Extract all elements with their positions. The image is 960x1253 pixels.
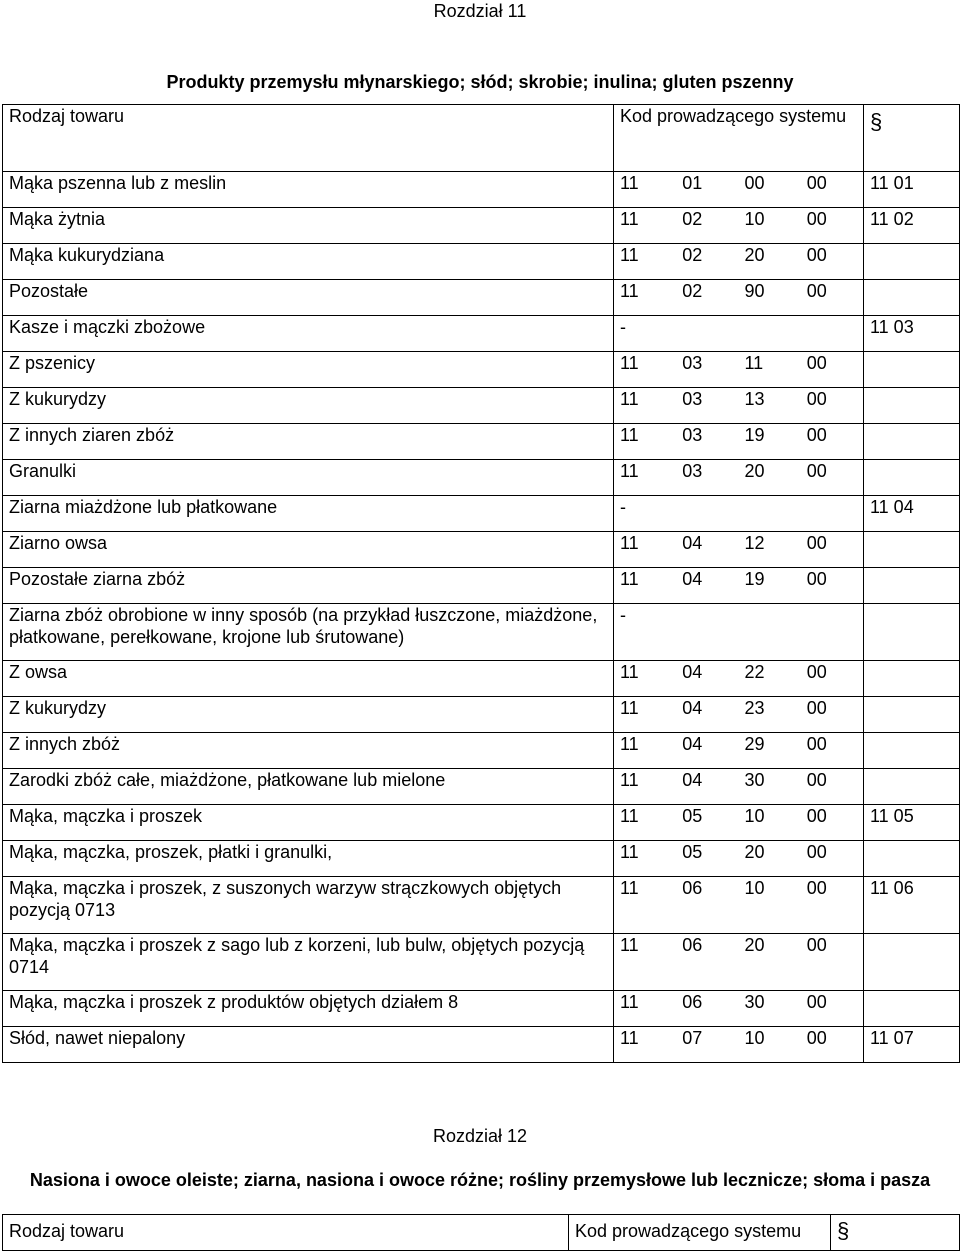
code-part: 11 xyxy=(620,734,639,754)
code-part: 00 xyxy=(806,734,827,754)
chapter-12-title: Nasiona i owoce oleiste; ziarna, nasiona i owoce różne; rośliny przemysłowe lub lecznicze; słoma i pasza xyxy=(29,1170,931,1190)
table-row xyxy=(3,496,960,532)
code-part: 00 xyxy=(806,209,827,229)
code-part xyxy=(739,604,801,626)
system-code-cell xyxy=(614,172,864,208)
system-code-cell xyxy=(614,769,864,805)
code-part xyxy=(801,316,863,338)
table-row xyxy=(3,877,960,934)
goods-type-cell: Z owsa xyxy=(3,661,614,697)
code-part: 04 xyxy=(682,770,703,790)
code-part: 30 xyxy=(744,770,765,790)
goods-type-cell: Ziarna miażdżone lub płatkowane xyxy=(3,496,614,532)
system-code-cell xyxy=(614,532,864,568)
heading-code-cell xyxy=(864,769,960,805)
heading-code-cell xyxy=(864,733,960,769)
code-part: 11 xyxy=(620,878,639,898)
table-row xyxy=(3,208,960,244)
code-part: 11 xyxy=(620,842,639,862)
code-part: 11 xyxy=(620,461,639,481)
code-part: 11 xyxy=(620,209,639,229)
code-part: 00 xyxy=(806,425,827,445)
heading-code-cell: 11 06 xyxy=(864,877,960,934)
header-section-cell xyxy=(831,1215,960,1251)
chapter-11-label: Rozdział 11 xyxy=(433,1,527,21)
system-code-cell xyxy=(614,877,864,934)
code-part: 02 xyxy=(682,281,703,301)
chapter-11-table xyxy=(2,104,960,1063)
table-row xyxy=(3,733,960,769)
system-code-cell xyxy=(614,280,864,316)
code-part: 11 xyxy=(620,770,639,790)
code-part: - xyxy=(620,497,626,517)
goods-type-cell: Z kukurydzy xyxy=(3,697,614,733)
heading-code-cell xyxy=(864,697,960,733)
table-row xyxy=(3,769,960,805)
code-part: 10 xyxy=(744,806,765,826)
code-part: 01 xyxy=(682,173,703,193)
table-row xyxy=(3,568,960,604)
code-part: 20 xyxy=(744,461,765,481)
code-part: 20 xyxy=(744,245,765,265)
code-part: 00 xyxy=(806,935,827,955)
goods-type-cell: Mąka, mączka i proszek z produktów objętych działem 8 xyxy=(3,991,614,1027)
code-part: 11 xyxy=(620,173,639,193)
table-row xyxy=(3,532,960,568)
goods-type-cell: Ziarno owsa xyxy=(3,532,614,568)
heading-code-cell xyxy=(864,841,960,877)
code-part xyxy=(801,496,863,518)
heading-code-cell xyxy=(864,244,960,280)
code-part: 07 xyxy=(682,1028,703,1048)
code-part xyxy=(676,496,738,518)
code-part: 04 xyxy=(682,698,703,718)
heading-code-cell xyxy=(864,388,960,424)
table-row xyxy=(3,661,960,697)
code-part: 19 xyxy=(744,569,765,589)
code-part: 00 xyxy=(806,878,827,898)
heading-code-cell xyxy=(864,280,960,316)
code-part: 00 xyxy=(806,353,827,373)
section-sign-icon: § xyxy=(837,1218,850,1243)
code-part xyxy=(676,316,738,338)
table-row xyxy=(3,1027,960,1063)
heading-code-cell xyxy=(864,568,960,604)
heading-code-cell xyxy=(864,661,960,697)
table-row xyxy=(3,934,960,991)
code-part: 11 xyxy=(620,533,639,553)
code-part: 02 xyxy=(682,245,703,265)
code-part: 12 xyxy=(744,533,765,553)
system-code-cell xyxy=(614,568,864,604)
code-part: 00 xyxy=(806,569,827,589)
goods-type-cell: Ziarna zbóż obrobione w inny sposób (na przykład łuszczone, miażdżone, płatkowane, perełkowane, krojone lub śrutowane) xyxy=(3,604,614,661)
code-part: 23 xyxy=(744,698,765,718)
code-part: 29 xyxy=(744,734,765,754)
code-part: 00 xyxy=(806,245,827,265)
chapter-11-title: Produkty przemysłu młynarskiego; słód; skrobie; inulina; gluten pszenny xyxy=(166,72,794,92)
goods-type-cell: Mąka kukurydziana xyxy=(3,244,614,280)
goods-type-cell: Z pszenicy xyxy=(3,352,614,388)
chapter-12-table xyxy=(2,1214,960,1251)
code-part xyxy=(739,316,801,338)
goods-type-cell: Pozostałe xyxy=(3,280,614,316)
heading-code-cell xyxy=(864,424,960,460)
code-part: 00 xyxy=(806,1028,827,1048)
table-row xyxy=(3,604,960,661)
table-row xyxy=(3,991,960,1027)
code-part: 11 xyxy=(620,569,639,589)
heading-code-cell: 11 03 xyxy=(864,316,960,352)
heading-code-cell xyxy=(864,532,960,568)
system-code-cell xyxy=(614,661,864,697)
code-part: - xyxy=(620,317,626,337)
system-code-cell xyxy=(614,208,864,244)
table-row xyxy=(3,352,960,388)
code-part: 02 xyxy=(682,209,703,229)
code-part: 30 xyxy=(744,992,765,1012)
heading-code-cell: 11 05 xyxy=(864,805,960,841)
code-part: 05 xyxy=(682,842,703,862)
heading-code-cell: 11 07 xyxy=(864,1027,960,1063)
code-part: 00 xyxy=(806,533,827,553)
table-row xyxy=(3,424,960,460)
table-row xyxy=(3,244,960,280)
code-part: 06 xyxy=(682,935,703,955)
code-part: 11 xyxy=(620,992,639,1012)
code-part: 00 xyxy=(806,770,827,790)
code-part: 10 xyxy=(744,878,765,898)
code-part: 00 xyxy=(806,389,827,409)
heading-code-cell xyxy=(864,604,960,661)
code-part: 00 xyxy=(806,281,827,301)
goods-type-cell: Mąka, mączka i proszek, z suszonych warzyw strączkowych objętych pozycją 0713 xyxy=(3,877,614,934)
header-system-code: Kod prowadzącego systemu xyxy=(569,1215,831,1251)
code-part: 11 xyxy=(620,698,639,718)
header-goods-type: Rodzaj towaru xyxy=(3,105,614,172)
code-part: 00 xyxy=(806,806,827,826)
table-row xyxy=(3,697,960,733)
code-part: 00 xyxy=(806,992,827,1012)
table-row xyxy=(3,460,960,496)
code-part: 20 xyxy=(744,842,765,862)
goods-type-cell: Mąka pszenna lub z meslin xyxy=(3,172,614,208)
code-part xyxy=(676,604,738,626)
code-part: 04 xyxy=(682,662,703,682)
system-code-cell xyxy=(614,934,864,991)
table-row xyxy=(3,280,960,316)
code-part: 11 xyxy=(620,353,639,373)
goods-type-cell: Granulki xyxy=(3,460,614,496)
code-part: 06 xyxy=(682,878,703,898)
system-code-cell xyxy=(614,733,864,769)
system-code-cell xyxy=(614,244,864,280)
goods-type-cell: Z innych ziaren zbóż xyxy=(3,424,614,460)
chapter-12-label: Rozdział 12 xyxy=(432,1126,528,1146)
table-row xyxy=(3,841,960,877)
system-code-cell xyxy=(614,388,864,424)
code-part: 04 xyxy=(682,533,703,553)
heading-code-cell: 11 04 xyxy=(864,496,960,532)
header-goods-type: Rodzaj towaru xyxy=(3,1215,569,1251)
system-code-cell xyxy=(614,424,864,460)
system-code-cell xyxy=(614,841,864,877)
code-part: 11 xyxy=(620,245,639,265)
system-code-cell xyxy=(614,697,864,733)
header-system-code: Kod prowadzącego systemu xyxy=(614,105,864,172)
code-part: 05 xyxy=(682,806,703,826)
code-part: 11 xyxy=(620,1028,639,1048)
system-code-cell xyxy=(614,460,864,496)
code-part: 11 xyxy=(620,806,639,826)
code-part: 00 xyxy=(806,662,827,682)
code-part: 00 xyxy=(806,173,827,193)
system-code-cell xyxy=(614,496,864,532)
code-part: 13 xyxy=(744,389,765,409)
code-part: 11 xyxy=(620,662,639,682)
table-header-row xyxy=(3,105,960,172)
code-part: 90 xyxy=(744,281,765,301)
code-part: 11 xyxy=(744,353,764,373)
code-part: 19 xyxy=(744,425,765,445)
code-part: 11 xyxy=(620,281,639,301)
goods-type-cell: Słód, nawet niepalony xyxy=(3,1027,614,1063)
section-sign-icon: § xyxy=(870,109,883,134)
goods-type-cell: Z innych zbóż xyxy=(3,733,614,769)
code-part: 11 xyxy=(620,935,639,955)
table-row xyxy=(3,316,960,352)
heading-code-cell xyxy=(864,934,960,991)
goods-type-cell: Kasze i mączki zbożowe xyxy=(3,316,614,352)
goods-type-cell: Mąka, mączka i proszek xyxy=(3,805,614,841)
code-part: 22 xyxy=(744,662,765,682)
goods-type-cell: Mąka, mączka, proszek, płatki i granulki, xyxy=(3,841,614,877)
heading-code-cell: 11 02 xyxy=(864,208,960,244)
code-part: 04 xyxy=(682,734,703,754)
code-part: 00 xyxy=(806,842,827,862)
table-row xyxy=(3,388,960,424)
code-part: 00 xyxy=(806,698,827,718)
code-part: 00 xyxy=(806,461,827,481)
system-code-cell xyxy=(614,352,864,388)
heading-code-cell xyxy=(864,460,960,496)
goods-type-cell: Mąka żytnia xyxy=(3,208,614,244)
code-part: 20 xyxy=(744,935,765,955)
code-part: 11 xyxy=(620,425,639,445)
goods-type-cell: Mąka, mączka i proszek z sago lub z korzeni, lub bulw, objętych pozycją 0714 xyxy=(3,934,614,991)
code-part: - xyxy=(620,605,626,625)
goods-type-cell: Z kukurydzy xyxy=(3,388,614,424)
code-part: 10 xyxy=(744,1028,765,1048)
code-part: 06 xyxy=(682,992,703,1012)
system-code-cell xyxy=(614,805,864,841)
code-part: 00 xyxy=(744,173,765,193)
code-part: 03 xyxy=(682,389,703,409)
goods-type-cell: Pozostałe ziarna zbóż xyxy=(3,568,614,604)
system-code-cell xyxy=(614,1027,864,1063)
header-section-cell xyxy=(864,105,960,172)
code-part xyxy=(739,496,801,518)
heading-code-cell xyxy=(864,352,960,388)
code-part: 10 xyxy=(744,209,765,229)
code-part: 03 xyxy=(682,353,703,373)
heading-code-cell xyxy=(864,991,960,1027)
heading-code-cell: 11 01 xyxy=(864,172,960,208)
table-row xyxy=(3,805,960,841)
code-part: 03 xyxy=(682,461,703,481)
system-code-cell xyxy=(614,604,864,661)
code-part xyxy=(801,604,863,626)
code-part: 03 xyxy=(682,425,703,445)
table-header-row xyxy=(3,1215,960,1251)
code-part: 11 xyxy=(620,389,639,409)
goods-type-cell: Zarodki zbóż całe, miażdżone, płatkowane lub mielone xyxy=(3,769,614,805)
code-part: 04 xyxy=(682,569,703,589)
system-code-cell xyxy=(614,991,864,1027)
table-row xyxy=(3,172,960,208)
system-code-cell xyxy=(614,316,864,352)
